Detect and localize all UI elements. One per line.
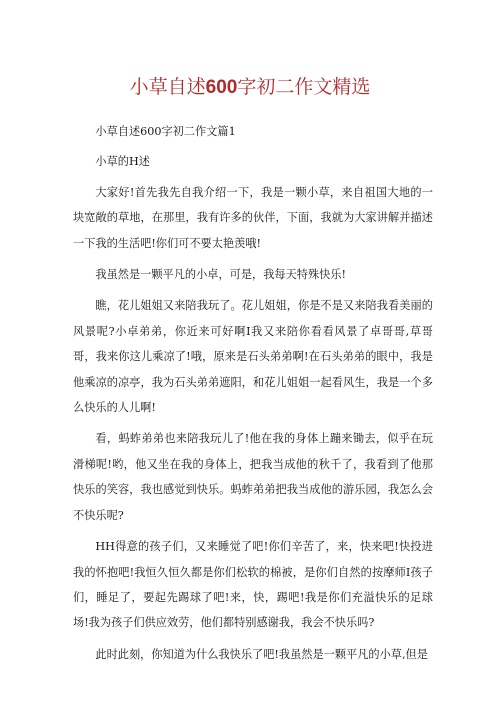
paragraph-5: HH得意的孩子们，又来睡觉了吧!你们辛苦了，来，快来吧!快投进我的怀抱吧!我恒久恒久都是你们松软的棉被，是你们自然的按摩师I孩子们，睡足了，要起先踢球了吧!来，快，踢吧!我是你们充溢快乐的足球场!我为孩子们供应效劳，他们都特别感谢我，我会不快乐吗? <box>73 540 433 630</box>
paragraph-4: 看，蚂蚱弟弟也来陪我玩儿了!他在我的身体上蹦来锄去，似乎在玩滑梯呢!哟，他又坐在我的身体上，把我当成他的秋千了，我看到了他那快乐的笑容，我也感觉到快乐。蚂蚱弟弟把我当成他的游乐园，我怎么会不快乐呢? <box>73 432 433 522</box>
title-number: 600 <box>205 77 238 98</box>
paragraph-1: 大家好!首先我先自我介绍一下，我是一颗小草，来自祖国大地的一块宽敞的草地，在那里，我有许多的伙伴，下面，我就为大家讲解并描述一下我的生活吧!你们可不要太艳羡哦! <box>73 185 433 250</box>
document-title <box>0 74 500 101</box>
article-subtitle: 小草自述600字初二作文篇1 <box>95 125 236 138</box>
title-suffix: 字初二作文精选 <box>237 76 371 98</box>
paragraph-3: 瞧，花儿姐姐又来陪我玩了。花儿姐姐，你是不是又来陪我看美丽的风景呢?小卓弟弟，你近来可好啊I我又来陪你看看风景了卓哥哥,草哥哥，我来你这儿乘凉了!哦，原来是石头弟弟啊!在石头弟弟的眼中，我是他乘凉的凉亭，我为石头弟弟遮阳，和花儿姐姐一起看风生，我是一个多么快乐的人儿啊! <box>73 299 433 415</box>
paragraph-2: 我虽然是一颗平凡的小卓，可是，我每天特殊快乐! <box>95 268 347 282</box>
document-body <box>73 119 433 673</box>
article-heading: 小草的H述 <box>95 155 150 169</box>
title-prefix: 小草自述 <box>129 76 206 98</box>
paragraph-6: 此时此刻，你知道为什么我快乐了吧!我虽然是一颗平凡的小草,但是 <box>95 647 428 661</box>
